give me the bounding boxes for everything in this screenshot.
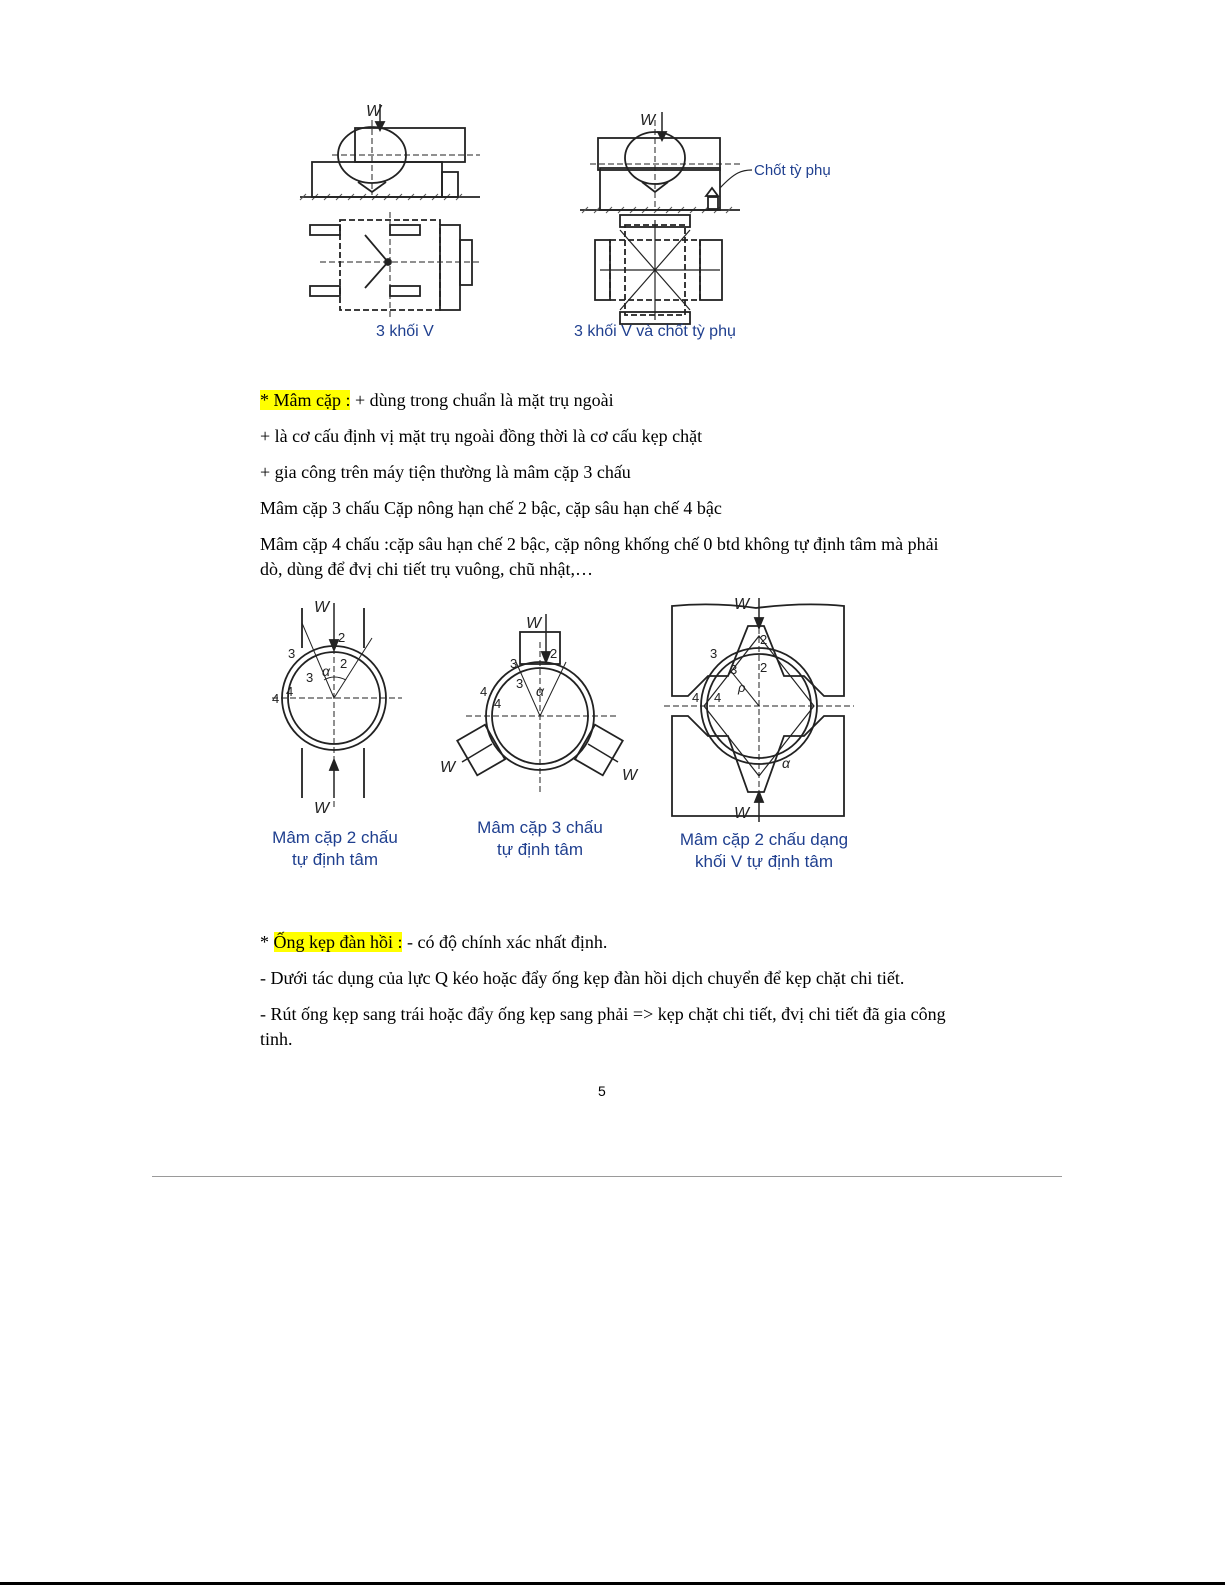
chuck-caption-1 bbox=[255, 827, 415, 871]
svg-text:3: 3 bbox=[288, 646, 296, 661]
svg-text:W: W bbox=[314, 599, 330, 616]
svg-text:3: 3 bbox=[516, 676, 524, 691]
chuck-caption-1-line2: tự định tâm bbox=[291, 850, 379, 869]
ong-kep-prefix: * bbox=[260, 932, 274, 952]
svg-text:W: W bbox=[526, 615, 542, 632]
right-figure-caption: 3 khối V và chốt tỳ phụ bbox=[574, 323, 736, 340]
svg-text:2: 2 bbox=[760, 632, 768, 647]
svg-text:W: W bbox=[734, 805, 750, 822]
svg-text:2: 2 bbox=[550, 646, 558, 661]
mam-cap-line-4: Mâm cặp 4 chấu :cặp sâu hạn chế 2 bậc, cặp nông khống chế 0 btd không tự định tâm mà phải dò, dùng để đvị chi tiết trụ vuông, chũ nhật,… bbox=[260, 534, 939, 579]
svg-text:ρ: ρ bbox=[738, 680, 746, 695]
page-number: 5 bbox=[598, 1083, 606, 1099]
svg-text:4: 4 bbox=[494, 696, 502, 711]
figure-chuck-v-block bbox=[664, 596, 854, 826]
svg-text:3: 3 bbox=[730, 662, 738, 677]
page-divider bbox=[152, 1176, 1062, 1177]
ong-kep-heading-rest: - có độ chính xác nhất định. bbox=[402, 932, 608, 952]
chuck-caption-3-line1: Mâm cặp 2 chấu dạng bbox=[679, 830, 849, 849]
ong-kep-heading-line bbox=[260, 930, 960, 955]
ong-kep-heading: Ống kẹp đàn hồi : bbox=[273, 932, 403, 952]
ong-kep-line-2: - Rút ống kẹp sang trái hoặc đẩy ống kẹp sang phải => kẹp chặt chi tiết, đvị chi tiết đã gia công tinh. bbox=[260, 1004, 946, 1049]
left-figure-caption: 3 khối V bbox=[376, 323, 434, 340]
svg-text:2: 2 bbox=[760, 660, 768, 675]
chuck-caption-3 bbox=[664, 829, 864, 873]
svg-text:2: 2 bbox=[338, 630, 346, 645]
mam-cap-heading: * Mâm cặp : bbox=[260, 390, 351, 410]
mam-cap-heading-line bbox=[260, 388, 960, 413]
svg-text:2: 2 bbox=[340, 656, 348, 671]
chuck-caption-1-line1: Mâm cặp 2 chấu bbox=[272, 828, 398, 847]
svg-text:3: 3 bbox=[710, 646, 718, 661]
figure-chuck-3-jaw bbox=[436, 612, 646, 802]
svg-text:4: 4 bbox=[480, 684, 488, 699]
chuck-caption-3-line2: khối V tự định tâm bbox=[694, 852, 833, 871]
svg-text:W: W bbox=[734, 596, 750, 613]
svg-text:4: 4 bbox=[272, 691, 280, 706]
figure-chuck-2-jaw bbox=[262, 598, 412, 828]
figure-three-v-blocks bbox=[280, 100, 880, 350]
svg-text:3: 3 bbox=[510, 656, 518, 671]
chuck-caption-2-line2: tự định tâm bbox=[496, 840, 584, 859]
chuck-caption-2 bbox=[460, 817, 620, 861]
svg-text:W: W bbox=[314, 800, 330, 817]
svg-text:α: α bbox=[782, 755, 790, 771]
mam-cap-line-2: + gia công trên máy tiện thường là mâm cặp 3 chấu bbox=[260, 462, 631, 482]
svg-text:4: 4 bbox=[714, 690, 722, 705]
mam-cap-line-3: Mâm cặp 3 chấu Cặp nông hạn chế 2 bậc, cặp sâu hạn chế 4 bậc bbox=[260, 498, 722, 518]
force-label: W bbox=[366, 103, 382, 120]
ong-kep-line-1: - Dưới tác dụng của lực Q kéo hoặc đẩy ống kẹp đàn hồi dịch chuyển để kẹp chặt chi tiết. bbox=[260, 968, 905, 988]
svg-text:W: W bbox=[640, 112, 656, 129]
svg-text:W: W bbox=[622, 767, 638, 784]
svg-text:α: α bbox=[322, 663, 330, 679]
chuck-caption-2-line1: Mâm cặp 3 chấu bbox=[477, 818, 603, 837]
callout-label: Chốt tỳ phụ bbox=[754, 162, 831, 179]
svg-text:W: W bbox=[440, 759, 456, 776]
mam-cap-heading-rest: + dùng trong chuẩn là mặt trụ ngoài bbox=[350, 390, 614, 410]
svg-text:3: 3 bbox=[306, 670, 314, 685]
svg-text:α: α bbox=[536, 683, 544, 699]
svg-text:4: 4 bbox=[286, 684, 294, 699]
svg-text:4: 4 bbox=[692, 690, 700, 705]
mam-cap-line-1: + là cơ cấu định vị mặt trụ ngoài đồng thời là cơ cấu kẹp chặt bbox=[260, 426, 703, 446]
